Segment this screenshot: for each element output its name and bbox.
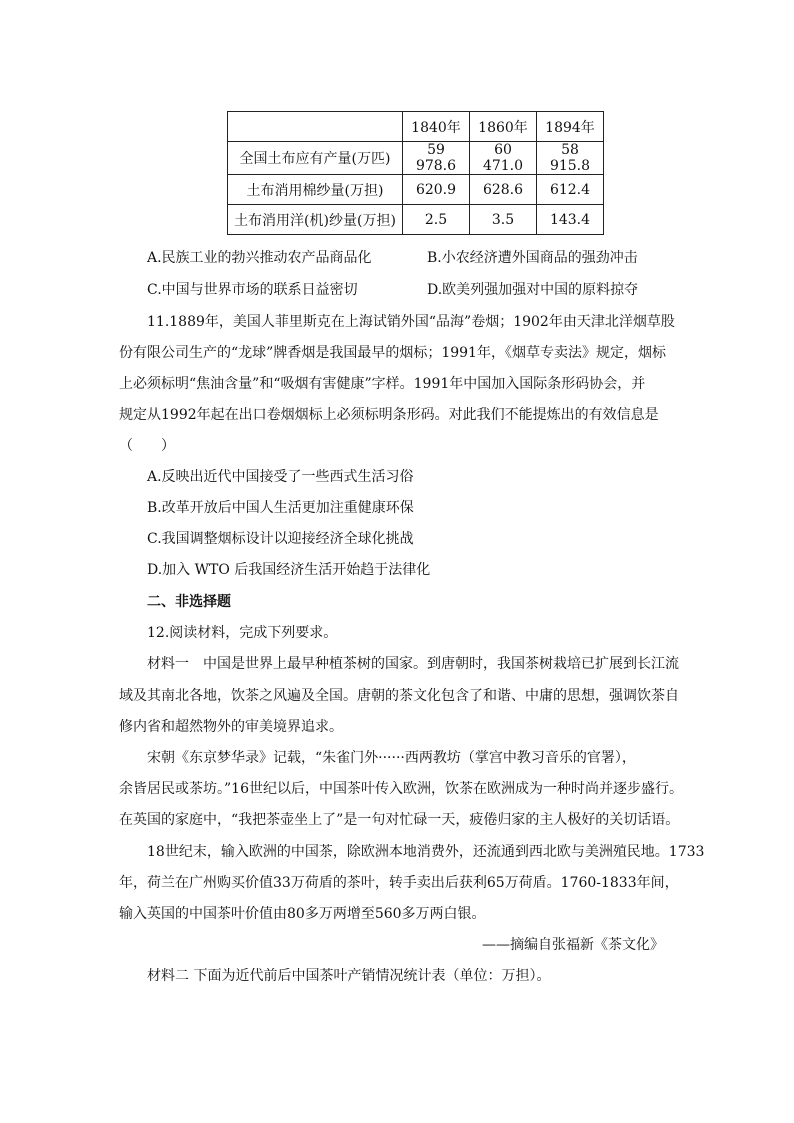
q11-stem-line-2: 份有限公司生产的“龙球”牌香烟是我国最早的烟标；1991年，《烟草专卖法》规定，烟标 xyxy=(119,345,666,361)
table-cell: 143.4 xyxy=(537,205,604,235)
q11-option-b: B.改革开放后中国人生活更加注重健康环保 xyxy=(147,500,414,516)
q10-option-d: D.欧美列强加强对中国的原料掠夺 xyxy=(427,282,639,298)
material2-intro: 材料二 下面为近代前后中国茶叶产销情况统计表（单位：万担）。 xyxy=(147,968,551,984)
q10-option-b: B.小农经济遭外国商品的强劲冲击 xyxy=(427,250,638,266)
table-corner-cell xyxy=(228,112,403,142)
material1-p2-line-3: 在英国的家庭中，“我把茶壶坐上了”是一句对忙碌一天，疲倦归家的主人极好的关切话语。 xyxy=(119,812,680,828)
table-cell: 612.4 xyxy=(537,175,604,205)
table-header-row xyxy=(228,112,604,142)
q10-option-a: A.民族工业的勃兴推动农产品商品化 xyxy=(147,250,372,266)
table-row xyxy=(228,175,604,205)
row-label: 土布消用洋(机)纱量(万担) xyxy=(228,205,403,235)
q11-option-c: C.我国调整烟标设计以迎接经济全球化挑战 xyxy=(147,531,414,547)
material1-line-3: 修内省和超然物外的审美境界追求。 xyxy=(119,719,343,735)
material1-p2-line-1: 宋朝《东京梦华录》记载，“朱雀门外······西两教坊（掌宫中教习音乐的官署）， xyxy=(147,750,636,766)
table-cell: 60 471.0 xyxy=(470,142,537,175)
table-cell: 2.5 xyxy=(403,205,470,235)
table-cell: 628.6 xyxy=(470,175,537,205)
material1-p3-line-1: 18世纪末，输入欧洲的中国茶，除欧洲本地消费外，还流通到西北欧与美洲殖民地。1733 xyxy=(147,844,705,860)
table-cell: 59 978.6 xyxy=(403,142,470,175)
material1-p3-line-2: 年，荷兰在广州购买价值33万荷盾的茶叶，转手卖出后获利65万荷盾。1760-1833年间， xyxy=(119,875,679,891)
q11-stem-line-3: 上必须标明“焦油含量”和“吸烟有害健康”字样。1991年中国加入国际条形码协会，并 xyxy=(119,376,646,392)
table-cell: 620.9 xyxy=(403,175,470,205)
q11-stem-line-1: 11.1889年，美国人菲里斯克在上海试销外国“品海”卷烟；1902年由天津北洋烟草股 xyxy=(147,314,675,330)
table-cell: 3.5 xyxy=(470,205,537,235)
material1-line-2: 域及其南北各地，饮茶之风遍及全国。唐朝的茶文化包含了和谐、中庸的思想，强调饮茶自 xyxy=(119,688,679,704)
header-1860: 1860年 xyxy=(470,112,537,142)
header-1894: 1894年 xyxy=(537,112,604,142)
section-heading: 二、非选择题 xyxy=(147,594,231,610)
material1-line-1: 材料一 中国是世界上最早种植茶树的国家。到唐朝时，我国茶树栽培已扩展到长江流 xyxy=(147,656,679,672)
q11-answer-bracket: （ ） xyxy=(119,438,175,454)
q12-prompt: 12.阅读材料，完成下列要求。 xyxy=(147,625,338,641)
q11-option-a: A.反映出近代中国接受了一些西式生活习俗 xyxy=(147,469,414,485)
cloth-yarn-table xyxy=(227,111,604,235)
header-1840: 1840年 xyxy=(403,112,470,142)
material1-source: ——摘编自张福新《茶文化》 xyxy=(482,937,664,953)
table-row xyxy=(228,205,604,235)
q11-option-d: D.加入 WTO 后我国经济生活开始趋于法律化 xyxy=(147,562,431,578)
row-label: 全国土布应有产量(万匹) xyxy=(228,142,403,175)
q10-option-c: C.中国与世界市场的联系日益密切 xyxy=(147,282,358,298)
q11-stem-line-4: 规定从1992年起在出口卷烟烟标上必须标明条形码。对此我们不能提炼出的有效信息是 xyxy=(119,407,659,423)
row-label: 土布消用棉纱量(万担) xyxy=(228,175,403,205)
material1-p2-line-2: 余皆居民或茶坊。”16世纪以后，中国茶叶传入欧洲，饮茶在欧洲成为一种时尚并逐步盛行。 xyxy=(119,781,683,797)
table-row xyxy=(228,142,604,175)
table-cell: 58 915.8 xyxy=(537,142,604,175)
material1-p3-line-3: 输入英国的中国茶叶价值由80多万两增至560多万两白银。 xyxy=(119,906,486,922)
